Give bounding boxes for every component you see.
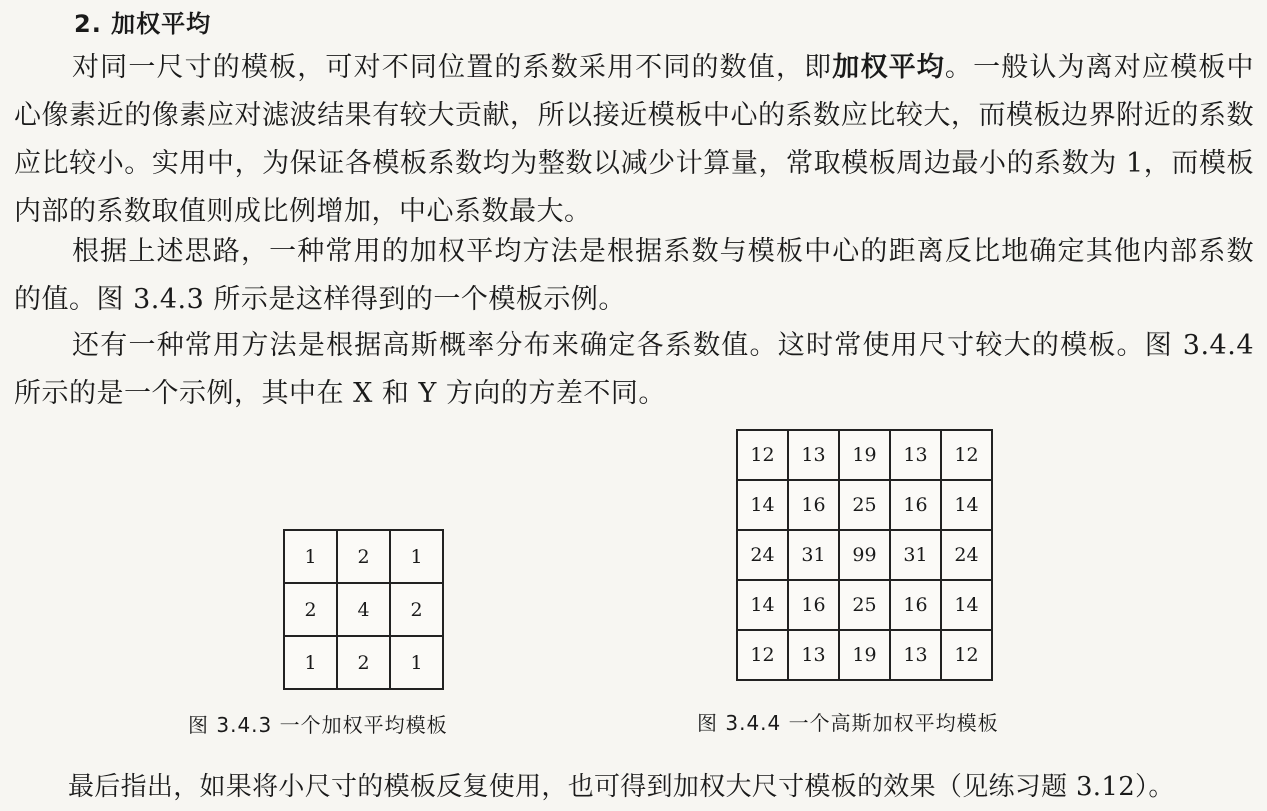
mask-cell: 16 bbox=[788, 580, 839, 630]
mask-cell: 24 bbox=[737, 530, 788, 580]
mask-cell: 12 bbox=[737, 630, 788, 680]
mask-cell: 31 bbox=[788, 530, 839, 580]
mask-cell: 4 bbox=[337, 583, 390, 636]
paragraph-text: 对同一尺寸的模板，可对不同位置的系数采用不同的数值，即 bbox=[72, 52, 833, 83]
table-row bbox=[737, 630, 992, 680]
mask-cell: 12 bbox=[737, 430, 788, 480]
mask-cell: 2 bbox=[337, 530, 390, 583]
table-row bbox=[284, 583, 443, 636]
mask-cell: 25 bbox=[839, 580, 890, 630]
mask-cell: 16 bbox=[788, 480, 839, 530]
mask-cell: 2 bbox=[390, 583, 443, 636]
mask-cell: 1 bbox=[284, 530, 337, 583]
mask-cell: 16 bbox=[890, 480, 941, 530]
weighted-average-mask-table bbox=[283, 529, 444, 690]
mask-cell: 14 bbox=[737, 580, 788, 630]
gaussian-mask-table bbox=[736, 429, 993, 681]
mask-cell: 19 bbox=[839, 630, 890, 680]
mask-cell: 16 bbox=[890, 580, 941, 630]
table-row bbox=[284, 636, 443, 689]
mask-cell: 25 bbox=[839, 480, 890, 530]
section-heading: 2. 加权平均 bbox=[74, 10, 212, 38]
paragraph-conclusion: 最后指出，如果将小尺寸的模板反复使用，也可得到加权大尺寸模板的效果（见练习题 3.12）。 bbox=[68, 772, 1175, 802]
table-row bbox=[737, 430, 992, 480]
table-row bbox=[737, 480, 992, 530]
paragraph-text: 。一般认为离对应模板中心像素近的像素应对滤波结果有较大贡献，所以接近模板中心的系数应比较大，而模板边界附近的系数应比较小。实用中，为保证各模板系数均为整数以减少计算量，常取模板周边最小的系数为 1，而模板内部的系数取值则成比例增加，中心系数最大。 bbox=[14, 52, 1255, 227]
mask-cell: 19 bbox=[839, 430, 890, 480]
mask-cell: 1 bbox=[284, 636, 337, 689]
mask-cell: 14 bbox=[941, 580, 992, 630]
mask-cell: 31 bbox=[890, 530, 941, 580]
paragraph-gaussian-method: 还有一种常用方法是根据高斯概率分布来确定各系数值。这时常使用尺寸较大的模板。图 3.4.4 所示的是一个示例，其中在 X 和 Y 方向的方差不同。 bbox=[14, 330, 1254, 409]
figure-caption-343: 图 3.4.3 一个加权平均模板 bbox=[188, 713, 448, 737]
mask-cell: 14 bbox=[737, 480, 788, 530]
paragraph-distance-method: 根据上述思路，一种常用的加权平均方法是根据系数与模板中心的距离反比地确定其他内部系数的值。图 3.4.3 所示是这样得到的一个模板示例。 bbox=[14, 236, 1254, 315]
figure-caption-344: 图 3.4.4 一个高斯加权平均模板 bbox=[697, 711, 999, 735]
table-row bbox=[737, 580, 992, 630]
mask-cell: 99 bbox=[839, 530, 890, 580]
mask-cell: 13 bbox=[788, 630, 839, 680]
table-row bbox=[284, 530, 443, 583]
mask-cell: 2 bbox=[284, 583, 337, 636]
paragraph-weighted-average bbox=[14, 44, 1254, 236]
table-row bbox=[737, 530, 992, 580]
mask-cell: 13 bbox=[788, 430, 839, 480]
mask-cell: 12 bbox=[941, 630, 992, 680]
mask-cell: 14 bbox=[941, 480, 992, 530]
mask-cell: 1 bbox=[390, 636, 443, 689]
mask-cell: 13 bbox=[890, 630, 941, 680]
mask-cell: 12 bbox=[941, 430, 992, 480]
emphasis-term: 加权平均 bbox=[832, 52, 945, 83]
mask-cell: 2 bbox=[337, 636, 390, 689]
mask-cell: 24 bbox=[941, 530, 992, 580]
mask-cell: 1 bbox=[390, 530, 443, 583]
mask-cell: 13 bbox=[890, 430, 941, 480]
